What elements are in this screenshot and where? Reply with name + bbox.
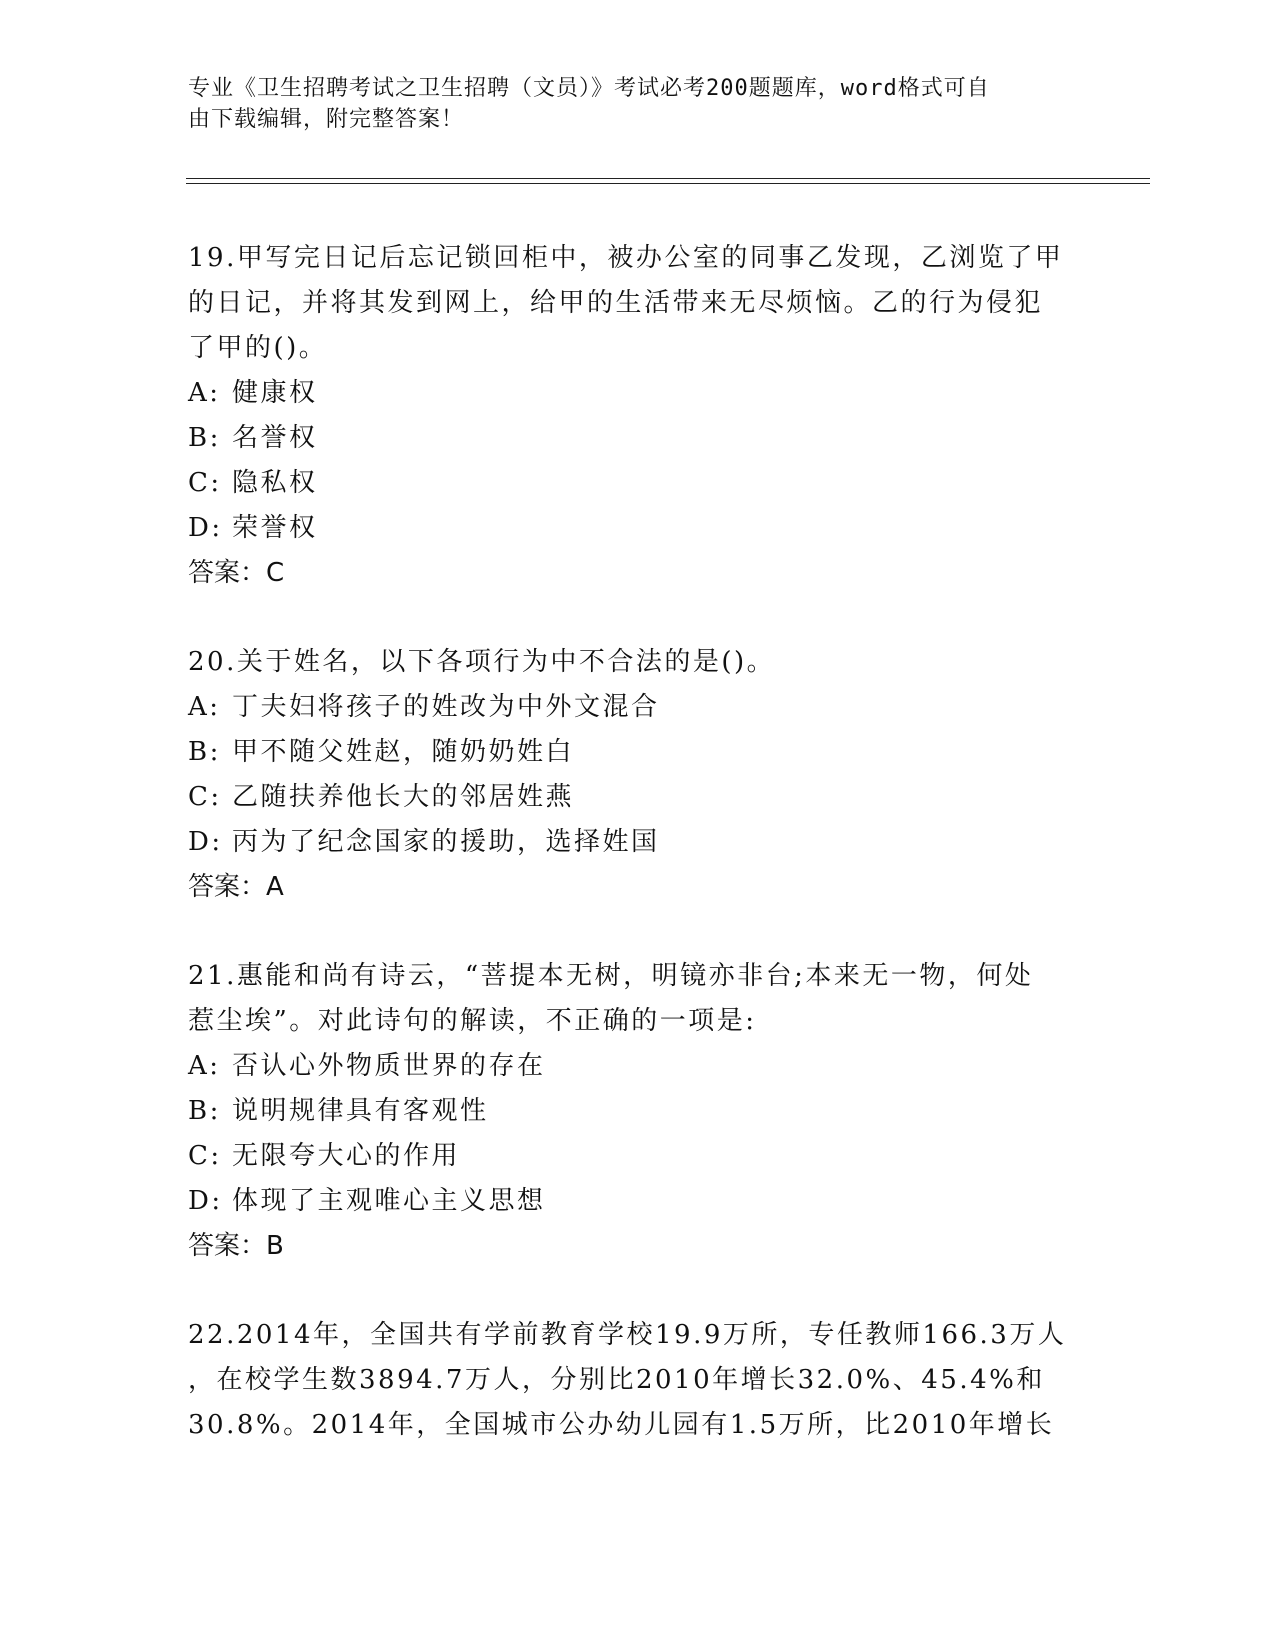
option-d <box>188 820 1088 865</box>
question-stem-line: 21.惠能和尚有诗云，“菩提本无树，明镜亦非台;本来无一物，何处 <box>188 961 1034 991</box>
question-stem-line: 了甲的()。 <box>188 333 328 363</box>
option-key: A: <box>188 378 221 408</box>
header-divider-bottom <box>186 183 1150 184</box>
option-key: A: <box>188 692 221 722</box>
option-text: 说明规律具有客观性 <box>232 1096 489 1126</box>
question-stem-line: 的日记，并将其发到网上，给甲的生活带来无尽烦恼。乙的行为侵犯 <box>188 288 1044 318</box>
option-key: D: <box>188 1186 223 1216</box>
option-key: D: <box>188 513 223 543</box>
answer: 答案：B <box>188 1231 284 1261</box>
answer: 答案：A <box>188 872 284 902</box>
option-key: A: <box>188 1051 221 1081</box>
option-b <box>188 1089 1088 1134</box>
question-20 <box>188 640 1088 910</box>
question-stem-line: 20.关于姓名，以下各项行为中不合法的是()。 <box>188 647 776 677</box>
option-text: 体现了主观唯心主义思想 <box>232 1186 546 1216</box>
option-b <box>188 730 1088 775</box>
option-c <box>188 461 1088 506</box>
option-text: 隐私权 <box>232 468 318 498</box>
option-key: B: <box>188 1096 221 1126</box>
option-b <box>188 416 1088 461</box>
question-stem-line: 30.8%。2014年，全国城市公办幼儿园有1.5万所，比2010年增长 <box>188 1410 1055 1440</box>
option-text: 甲不随父姓赵，随奶奶姓白 <box>232 737 575 767</box>
question-19 <box>188 236 1088 596</box>
option-a <box>188 685 1088 730</box>
option-key: C: <box>188 468 222 498</box>
header-line-2: 由下载编辑，附完整答案！ <box>188 107 465 132</box>
option-text: 丙为了纪念国家的援助，选择姓国 <box>232 827 660 857</box>
option-key: B: <box>188 737 221 767</box>
option-text: 无限夸大心的作用 <box>232 1141 461 1171</box>
option-key: C: <box>188 782 222 812</box>
question-stem-line: 惹尘埃”。对此诗句的解读，不正确的一项是: <box>188 1006 757 1036</box>
option-d <box>188 1179 1088 1224</box>
option-key: D: <box>188 827 223 857</box>
question-stem-line: ，在校学生数3894.7万人，分别比2010年增长32.0%、45.4%和 <box>188 1365 1045 1395</box>
question-list <box>188 236 1088 1448</box>
question-stem-line: 22.2014年，全国共有学前教育学校19.9万所，专任教师166.3万人 <box>188 1320 1067 1350</box>
answer: 答案：C <box>188 558 285 588</box>
option-a <box>188 1044 1088 1089</box>
option-text: 名誉权 <box>232 423 318 453</box>
header-line-1: 专业《卫生招聘考试之卫生招聘（文员）》考试必考200题题库，word格式可自 <box>188 76 990 101</box>
option-c <box>188 1134 1088 1179</box>
option-d <box>188 506 1088 551</box>
option-key: C: <box>188 1141 222 1171</box>
question-21 <box>188 954 1088 1269</box>
option-text: 乙随扶养他长大的邻居姓燕 <box>232 782 575 812</box>
option-text: 荣誉权 <box>232 513 318 543</box>
document-header <box>188 73 1068 135</box>
question-stem-line: 19.甲写完日记后忘记锁回柜中，被办公室的同事乙发现，乙浏览了甲 <box>188 243 1064 273</box>
option-text: 否认心外物质世界的存在 <box>232 1051 546 1081</box>
option-text: 健康权 <box>232 378 318 408</box>
question-22 <box>188 1313 1088 1448</box>
header-divider-top <box>186 178 1150 179</box>
option-a <box>188 371 1088 416</box>
option-key: B: <box>188 423 221 453</box>
option-text: 丁夫妇将孩子的姓改为中外文混合 <box>232 692 660 722</box>
option-c <box>188 775 1088 820</box>
